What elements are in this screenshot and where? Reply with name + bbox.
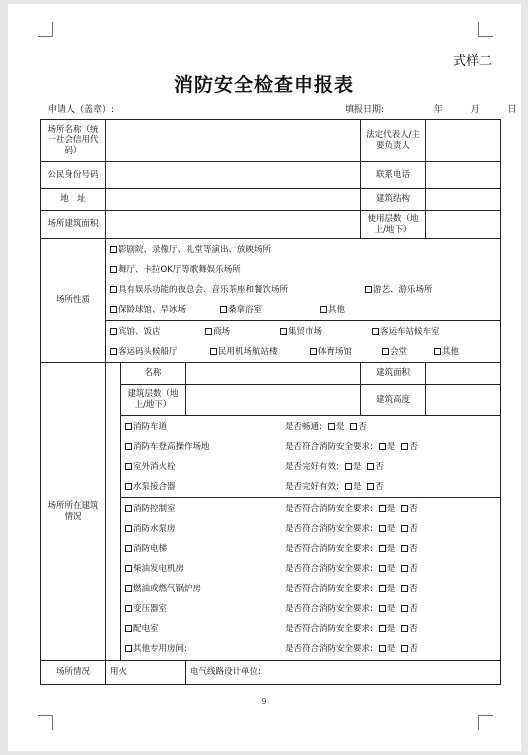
nature-option-label: 客运车站候车室 <box>380 326 440 337</box>
no-checkbox[interactable] <box>401 565 408 572</box>
facility-question: 是否符合消防安全要求: <box>285 524 373 534</box>
building-spacer <box>106 363 121 661</box>
answer-no-label: 否 <box>409 584 418 594</box>
facility-label: 变压器室 <box>133 604 168 614</box>
facility-checkbox[interactable] <box>125 525 132 532</box>
crop-mark <box>478 715 493 730</box>
nature-option-checkbox[interactable] <box>205 328 212 335</box>
no-checkbox[interactable] <box>401 443 408 450</box>
facility-label: 配电室 <box>133 624 159 634</box>
nature-option-label: 保龄球馆、旱冰场 <box>118 304 187 315</box>
facility-checkbox[interactable] <box>125 605 132 612</box>
facility-check-row <box>125 477 496 497</box>
answer-yes-label: 是 <box>386 441 396 452</box>
answer-yes-label: 是 <box>386 604 396 614</box>
nature-option-checkbox[interactable] <box>365 286 372 293</box>
power-label <box>106 661 186 685</box>
facility-checkbox[interactable] <box>125 463 132 470</box>
facility-item <box>125 539 285 559</box>
answer-no-label: 否 <box>409 524 418 534</box>
fill-date-label: 填报日期: <box>345 105 385 115</box>
answer-no[interactable] <box>401 564 418 574</box>
no-checkbox[interactable] <box>401 645 408 652</box>
facility-check-row <box>125 559 496 579</box>
building-area-field[interactable] <box>426 363 501 385</box>
facility-label: 消防电梯 <box>133 544 168 554</box>
nature-options-b <box>106 321 501 363</box>
page-number: 9 <box>261 697 267 706</box>
nature-option[interactable] <box>110 322 205 342</box>
no-checkbox[interactable] <box>401 625 408 632</box>
answer-yes-label: 是 <box>352 461 362 472</box>
nature-option-checkbox[interactable] <box>110 266 117 273</box>
facility-label: 燃油或燃气锅炉房 <box>133 584 202 594</box>
yes-checkbox[interactable] <box>379 625 386 632</box>
facility-question: 是否符合消防安全要求: <box>285 584 373 594</box>
nature-option[interactable] <box>110 240 271 260</box>
answer-no[interactable] <box>367 482 384 492</box>
answer-no-label: 否 <box>375 461 384 472</box>
venue-status-label: 场所情况 <box>41 661 106 685</box>
nature-option-checkbox[interactable] <box>110 348 117 355</box>
facility-item <box>125 417 285 437</box>
nature-option-checkbox[interactable] <box>220 306 227 313</box>
yes-checkbox[interactable] <box>345 483 352 490</box>
area-label: 场所建筑面积 <box>41 211 106 239</box>
legal-rep-label: 法定代表人/主要负责人 <box>361 120 426 162</box>
yes-checkbox[interactable] <box>379 545 386 552</box>
design-unit-label: 电气线路设计单位: <box>186 661 501 685</box>
id-number-label: 公民身份号码 <box>41 162 106 189</box>
nature-option[interactable] <box>210 342 310 362</box>
floors-label: 使用层数（地上/地下） <box>361 211 426 239</box>
nature-option[interactable] <box>220 300 320 320</box>
facility-item <box>125 579 285 599</box>
nature-option-checkbox[interactable] <box>110 246 117 253</box>
nature-option-checkbox[interactable] <box>372 328 379 335</box>
no-checkbox[interactable] <box>367 483 374 490</box>
facility-item <box>125 457 285 477</box>
facility-label: 消防水泵房 <box>133 524 176 534</box>
yes-checkbox[interactable] <box>345 463 352 470</box>
yes-checkbox[interactable] <box>379 565 386 572</box>
facility-checkbox[interactable] <box>125 423 132 430</box>
facility-checkbox[interactable] <box>125 545 132 552</box>
floors-field[interactable] <box>426 211 501 239</box>
nature-option[interactable] <box>310 342 382 362</box>
nature-option-checkbox[interactable] <box>382 348 389 355</box>
answer-yes[interactable] <box>379 524 396 534</box>
nature-option[interactable] <box>382 342 434 362</box>
answer-yes[interactable] <box>379 442 396 452</box>
facility-check-row <box>125 539 496 559</box>
address-label: 地 址 <box>41 189 106 211</box>
answer-yes[interactable] <box>379 564 396 574</box>
facility-check-row <box>125 457 496 477</box>
facility-label: 柴油发电机房 <box>133 564 185 574</box>
no-checkbox[interactable] <box>401 505 408 512</box>
structure-field[interactable] <box>426 189 501 211</box>
yes-checkbox[interactable] <box>328 423 335 430</box>
facility-checkbox[interactable] <box>125 625 132 632</box>
answer-yes-label: 是 <box>386 524 396 534</box>
answer-no-label: 否 <box>409 544 418 554</box>
answer-yes[interactable] <box>379 604 396 614</box>
yes-checkbox[interactable] <box>379 585 386 592</box>
crop-mark <box>478 22 493 37</box>
no-checkbox[interactable] <box>367 463 374 470</box>
facility-label: 消防控制室 <box>133 504 176 514</box>
answer-no-label: 否 <box>409 604 418 614</box>
application-form-table <box>40 119 501 685</box>
facility-label: 其他专用房间: <box>133 644 187 654</box>
answer-no-label: 否 <box>409 441 418 452</box>
building-floors-field[interactable] <box>186 385 361 416</box>
nature-label: 场所性质 <box>41 239 106 363</box>
nature-option-checkbox[interactable] <box>310 348 317 355</box>
venue-name-field[interactable] <box>106 120 361 162</box>
legal-rep-field[interactable] <box>426 120 501 162</box>
answer-yes[interactable] <box>379 644 396 654</box>
facility-checks-a <box>121 416 501 498</box>
nature-option-label: 宾馆、饭店 <box>118 326 161 337</box>
facility-checkbox[interactable] <box>125 505 132 512</box>
building-area-label: 建筑面积 <box>361 363 426 385</box>
yes-checkbox[interactable] <box>379 443 386 450</box>
nature-option[interactable] <box>320 300 345 320</box>
facility-label: 消防车道 <box>133 421 168 432</box>
nature-option-label: 影剧院、录像厅、礼堂等演出、放映场所 <box>118 244 272 255</box>
venue-name-label: 场所名称（统一社会信用代码） <box>41 120 106 162</box>
answer-no-label: 否 <box>409 564 418 574</box>
nature-option[interactable] <box>110 280 365 300</box>
nature-option-label: 游艺、游乐场所 <box>373 284 433 295</box>
facility-question: 是否畅通: <box>285 421 322 432</box>
facility-check-row <box>125 519 496 539</box>
facility-checks-b <box>121 498 501 661</box>
answer-yes-label: 是 <box>386 504 396 514</box>
nature-option[interactable] <box>365 280 433 300</box>
fill-date-year: 年 <box>433 105 443 115</box>
facility-check-row <box>125 499 496 519</box>
facility-question: 是否符合消防安全要求: <box>285 624 373 634</box>
nature-option-label: 商场 <box>213 326 231 337</box>
nature-option-checkbox[interactable] <box>210 348 217 355</box>
power-label-text: 用火 <box>110 667 128 678</box>
crop-mark <box>38 715 53 730</box>
no-checkbox[interactable] <box>350 423 357 430</box>
facility-checkbox[interactable] <box>125 443 132 450</box>
answer-no-label: 否 <box>409 624 418 634</box>
answer-no[interactable] <box>401 524 418 534</box>
nature-option-checkbox[interactable] <box>434 348 441 355</box>
facility-check-row <box>125 599 496 619</box>
answer-no-label: 否 <box>409 644 418 654</box>
form-title: 消防安全检查申报表 <box>173 74 354 96</box>
facility-check-row <box>125 639 496 659</box>
facility-label: 水泵接合器 <box>133 481 176 492</box>
nature-option[interactable] <box>280 322 372 342</box>
answer-yes[interactable] <box>345 482 362 492</box>
address-field[interactable] <box>106 189 361 211</box>
answer-no[interactable] <box>401 442 418 452</box>
facility-item <box>125 477 285 497</box>
facility-question: 是否完好有效: <box>285 481 339 492</box>
facility-item <box>125 619 285 639</box>
answer-no[interactable] <box>401 644 418 654</box>
answer-no[interactable] <box>401 504 418 514</box>
nature-option-label: 舞厅、卡拉OK厅等歌舞娱乐场所 <box>118 264 241 275</box>
answer-no[interactable] <box>401 544 418 554</box>
facility-check-row <box>125 579 496 599</box>
facility-checkbox[interactable] <box>125 565 132 572</box>
answer-yes-label: 是 <box>386 644 396 654</box>
answer-yes-label: 是 <box>352 481 362 492</box>
answer-yes[interactable] <box>379 584 396 594</box>
nature-option-checkbox[interactable] <box>280 328 287 335</box>
nature-option-label: 客运码头候船厅 <box>118 346 178 357</box>
nature-option-label: 体育场馆 <box>318 346 353 357</box>
nature-option[interactable] <box>110 300 220 320</box>
facility-item <box>125 639 285 659</box>
facility-item <box>125 519 285 539</box>
facility-question: 是否符合消防安全要求: <box>285 604 373 614</box>
nature-option-label: 集贸市场 <box>288 326 323 337</box>
yes-checkbox[interactable] <box>379 605 386 612</box>
nature-option-label: 民用机场航站楼 <box>218 346 278 357</box>
nature-option[interactable] <box>372 322 440 342</box>
nature-option[interactable] <box>434 342 459 362</box>
nature-option-label: 桑拿浴室 <box>228 304 263 315</box>
nature-options-a <box>106 239 501 321</box>
no-checkbox[interactable] <box>401 585 408 592</box>
nature-option[interactable] <box>205 322 280 342</box>
facility-check-row <box>125 417 496 437</box>
no-checkbox[interactable] <box>401 605 408 612</box>
answer-no-label: 否 <box>409 504 418 514</box>
answer-no[interactable] <box>367 462 384 472</box>
phone-field[interactable] <box>426 162 501 189</box>
sample-label: 式样二 <box>452 54 492 69</box>
nature-option-label: 其他 <box>442 346 460 357</box>
facility-checkbox[interactable] <box>125 585 132 592</box>
nature-option[interactable] <box>110 342 210 362</box>
nature-option-checkbox[interactable] <box>110 286 117 293</box>
yes-checkbox[interactable] <box>379 505 386 512</box>
area-field[interactable] <box>106 211 361 239</box>
answer-no[interactable] <box>401 624 418 634</box>
fill-date <box>345 102 516 115</box>
answer-no-label: 否 <box>358 421 367 432</box>
answer-no[interactable] <box>401 584 418 594</box>
facility-label: 室外消火栓 <box>133 461 176 472</box>
answer-yes-label: 是 <box>386 544 396 554</box>
answer-yes[interactable] <box>379 624 396 634</box>
facility-question: 是否符合消防安全要求: <box>285 564 373 574</box>
fill-date-month: 月 <box>470 105 480 115</box>
facility-check-row <box>125 437 496 457</box>
facility-item <box>125 437 285 457</box>
phone-label: 联系电话 <box>361 162 426 189</box>
building-name-label: 名称 <box>121 363 186 385</box>
id-number-field[interactable] <box>106 162 361 189</box>
facility-question: 是否符合消防安全要求: <box>285 644 373 654</box>
facility-check-row <box>125 619 496 639</box>
nature-option-label: 具有娱乐功能的夜总会、音乐茶座和餐饮场所 <box>118 284 289 295</box>
answer-yes[interactable] <box>345 462 362 472</box>
answer-no-label: 否 <box>375 481 384 492</box>
answer-no[interactable] <box>401 604 418 614</box>
fill-date-day: 日 <box>507 105 517 115</box>
answer-yes-label: 是 <box>335 421 345 432</box>
no-checkbox[interactable] <box>401 545 408 552</box>
facility-label: 消防车登高操作场地 <box>133 441 210 452</box>
nature-option-label: 会堂 <box>390 346 408 357</box>
answer-yes[interactable] <box>379 504 396 514</box>
facility-question: 是否符合消防安全要求: <box>285 544 373 554</box>
nature-option-checkbox[interactable] <box>320 306 327 313</box>
facility-question: 是否符合消防安全要求: <box>285 504 373 514</box>
facility-checkbox[interactable] <box>125 645 132 652</box>
building-name-field[interactable] <box>186 363 361 385</box>
answer-yes-label: 是 <box>386 564 396 574</box>
nature-option[interactable] <box>110 260 241 280</box>
building-floors-label: 建筑层数（地上/地下） <box>121 385 186 416</box>
building-status-label: 场所所在建筑情况 <box>41 363 106 661</box>
nature-option-checkbox[interactable] <box>110 328 117 335</box>
applicant-label: 申请人（盖章）: <box>48 105 115 115</box>
yes-checkbox[interactable] <box>379 645 386 652</box>
facility-item <box>125 559 285 579</box>
facility-checkbox[interactable] <box>125 483 132 490</box>
structure-label: 建筑结构 <box>361 189 426 211</box>
facility-item <box>125 499 285 519</box>
answer-yes-label: 是 <box>386 624 396 634</box>
building-height-field[interactable] <box>426 385 501 416</box>
crop-mark <box>38 22 53 37</box>
answer-no[interactable] <box>350 422 367 432</box>
facility-question: 是否符合消防安全要求: <box>285 441 373 452</box>
no-checkbox[interactable] <box>401 525 408 532</box>
nature-option-checkbox[interactable] <box>110 306 117 313</box>
nature-option-label: 其他 <box>328 304 346 315</box>
answer-yes[interactable] <box>328 422 345 432</box>
answer-yes-label: 是 <box>386 584 396 594</box>
facility-question: 是否完好有效: <box>285 461 339 472</box>
answer-yes[interactable] <box>379 544 396 554</box>
building-height-label: 建筑高度 <box>361 385 426 416</box>
yes-checkbox[interactable] <box>379 525 386 532</box>
facility-item <box>125 599 285 619</box>
